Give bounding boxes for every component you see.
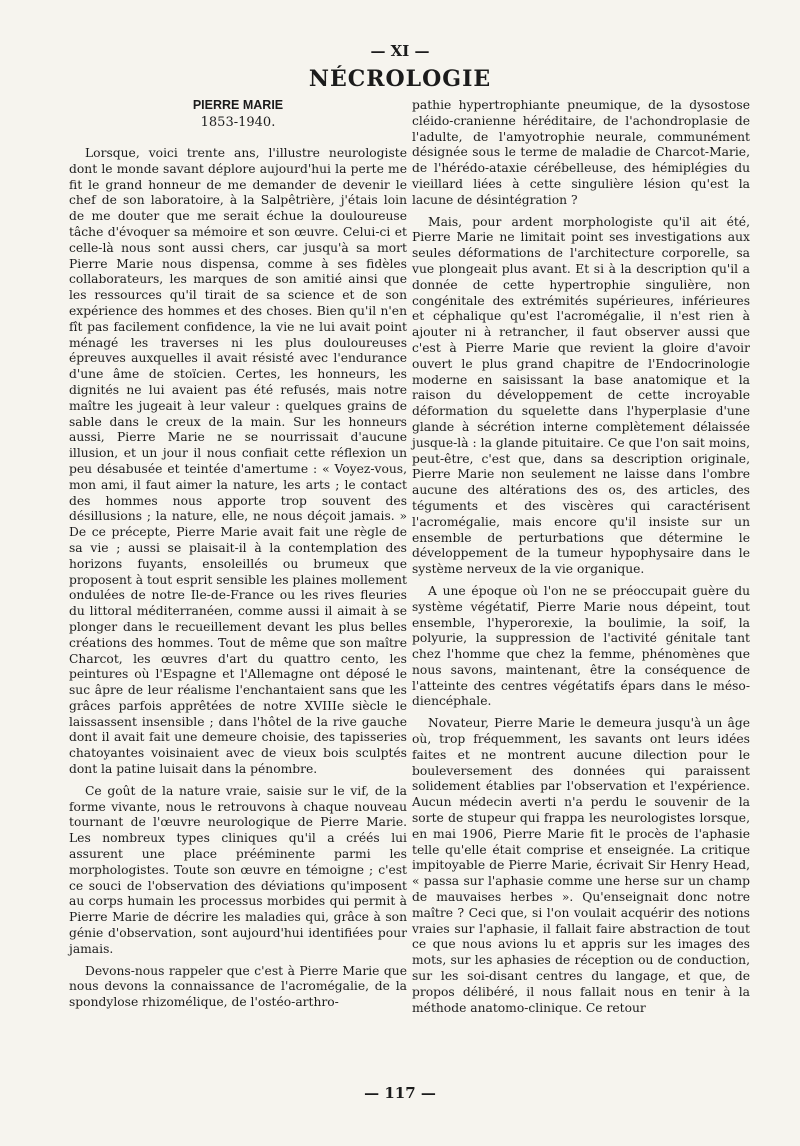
right-column <box>412 98 750 1022</box>
paragraph: A une époque où l'on ne se préoccupait guère du système végétatif, Pierre Marie nous dépeint, tout ensemble, l'hyperorexie, la boulimie, la soif, la polyurie, la suppression de l'activité génitale tant chez l'homme que chez la femme, phénomènes que nous savons, maintenant, être la conséquence de l'atteinte des centres végétatifs épars dans le méso-diencéphale. <box>412 583 750 709</box>
obituary-dates: 1853-1940. <box>200 115 276 130</box>
paragraph: Devons-nous rappeler que c'est à Pierre Marie que nous devons la connaissance de l'acromégalie, de la spondylose rhizomélique, de l'ostéo-arthro- <box>69 963 407 1010</box>
paragraph: Lorsque, voici trente ans, l'illustre neurologiste dont le monde savant déplore aujourd'hui la perte me fit le grand honneur de me demander de devenir le chef de son laboratoire, à la Salpêtrière, j'étais loin de me douter que me serait échue la douloureuse tâche d'évoquer sa mémoire et son œuvre. Celui-ci et celle-là nous sont aussi chers, car jusqu'à sa mort Pierre Marie nous dispensa, comme à ses fidèles collaborateurs, les marques de son amitié ainsi que les ressources qu'il tirait de sa science et de son expérience des hommes et des choses. Bien qu'il n'en fît pas facilement confidence, la vie ne lui avait point ménagé les traverses ni les plus douloureuses épreuves auxquelles il avait résisté avec l'endurance d'une âme de stoïcien. Certes, les honneurs, les dignités ne lui avaient pas été refusés, mais notre maître les jugeait à leur valeur : quelques grains de sable dans le creux de la main. Sur les honneurs aussi, Pierre Marie ne se nourrissait d'aucune illusion, et un jour il nous confiait cette réflexion un peu désabusée et teintée d'amertume : « Voyez-vous, mon ami, il faut aimer la nature, les arts ; le contact des hommes nous apporte trop souvent des désillusions ; la nature, elle, ne nous déçoit jamais. » De ce précepte, Pierre Marie avait fait une règle de sa vie ; aussi se plaisait-il à la contemplation des horizons fuyants, ensoleillés ou brumeux que proposent à tout esprit sensible les plaines mollement ondulées de notre Ile-de-France ou les rives fleuries du littoral méditerranéen, comme aussi il aimait à se plonger dans le recueillement devant les plus belles créations des hommes. Tout de même que son maître Charcot, les œuvres d'art du quattro cento, les peintures où l'Espagne et l'Allemagne ont déposé le suc âpre de leur réalisme l'enchantaient sans que les grâces parfois apprêtées de notre XVIIIe siècle le laissassent insensible ; dans l'hôtel de la rive gauche dont il avait fait une demeure choisie, des tapisseries chatoyantes voisinaient avec de vieux bois sculptés dont la patine luisait dans la pénombre. <box>69 146 407 777</box>
section-title: NÉCROLOGIE <box>308 66 492 92</box>
obituary-name: PIERRE MARIE <box>192 98 284 112</box>
paragraph: Mais, pour ardent morphologiste qu'il ait été, Pierre Marie ne limitait point ses investigations aux seules déformations de l'architecture corporelle, sa vue plongeait plus avant. Et si à la description qu'il a donnée de cette hypertrophie singulière, non congénitale des extrémités supérieures, inférieures et céphalique qu'est l'acromégalie, il n'est rien à ajouter ni à retrancher, il faut observer aussi que c'est à Pierre Marie que revient la gloire d'avoir ouvert le plus grand chapitre de l'Endocrinologie moderne en saisissant la base anatomique et la raison du développement de cette incroyable déformation du squelette dans l'hyperplasie d'une glande à sécrétion interne complètement délaissée jusque-là : la glande pituitaire. Ce que l'on sait moins, peut-être, c'est que, dans sa description originale, Pierre Marie non seulement ne laisse dans l'ombre aucune des altérations des os, des articles, des téguments et des viscères qui caractérisent l'acromégalie, mais encore qu'il insiste sur un ensemble de perturbations que détermine le développement de la tumeur hypophysaire dans le système nerveux de la vie organique. <box>412 214 750 577</box>
left-column <box>69 96 407 1017</box>
paragraph: Ce goût de la nature vraie, saisie sur le vif, de la forme vivante, nous le retrouvons à chaque nouveau tournant de l'œuvre neurologique de Pierre Marie. Les nombreux types cliniques qu'il a créés lui assurent une place prééminente parmi les morphologistes. Toute son œuvre en témoigne ; c'est ce souci de l'observation des déviations qu'imposent au corps humain les processus morbides qui permit à Pierre Marie de décrire les maladies qui, grâce à son génie d'observation, sont aujourd'hui identifiées pour jamais. <box>69 783 407 956</box>
page-number: — 117 — <box>364 1084 436 1102</box>
paragraph: Novateur, Pierre Marie le demeura jusqu'à un âge où, trop fréquemment, les savants ont leurs idées faites et ne montrent aucune dilection pour le bouleversement des données qui paraissent solidement établies par l'observation et l'expérience. Aucun médecin averti n'a perdu le souvenir de la sorte de stupeur qui frappa les neurologistes lorsque, en mai 1906, Pierre Marie fit le procès de l'aphasie telle qu'elle était comprise et enseignée. La critique impitoyable de Pierre Marie, écrivait Sir Henry Head, « passa sur l'aphasie comme une herse sur un champ de mauvaises herbes ». Qu'enseignait donc notre maître ? Ceci que, si l'on voulait acquérir des notions vraies sur l'aphasie, il fallait faire abstraction de tout ce que nous avions lu et appris sur les images des mots, sur les aphasies de réception ou de conduction, sur les soi-disant centres du langage, et que, de propos délibéré, il nous fallait nous en tenir à la méthode anatomo-clinique. Ce retour <box>412 716 750 1015</box>
paragraph: pathie hypertrophiante pneumique, de la dysostose cléido-cranienne héréditaire, de l'achondroplasie de l'adulte, de l'amyotrophie neurale, communément désignée sous le terme de maladie de Charcot-Marie, de l'hérédo-ataxie cérébelleuse, des hémiplégies du vieillard liées à cette singulière lésion qu'est la lacune de désintégration ? <box>412 98 750 207</box>
page-header-roman: — XI — <box>370 42 430 60</box>
